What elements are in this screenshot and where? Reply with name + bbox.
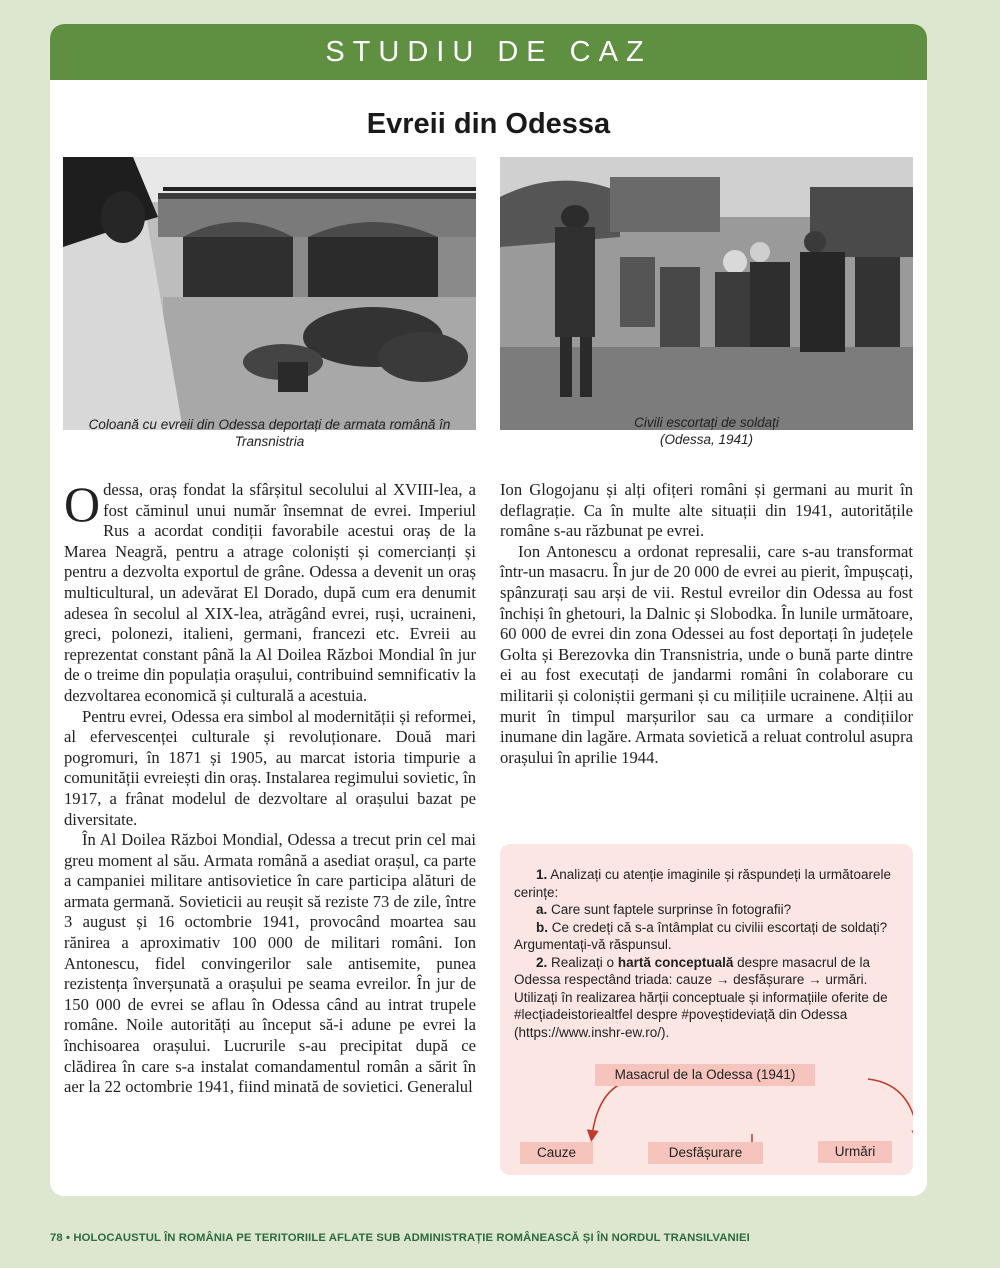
paragraph-1-text: dessa, oraș fondat la sfârșitul secolului al XVIII-lea, a fost căminul unui număr însemnat de evrei. Imperiul Rus a acordat condiții favorabile acestui oraș de la Marea Neagră, pentru a atrage coloniști și comercianți și pentru a dezvolta exportul de grâne. Odessa a devenit un oraș multicultural, un adevărat El Dorado, după cum era denumit adesea în secolul al XIX-lea, atrăgând evrei, ruși, ucraineni, greci, polonezi, italieni, germani, francezi etc. Evreii au reprezentat constant până la Al Doilea Război Mondial în jur de o treime din populația orașului, contribuind semnificativ la dezvoltarea economică și culturală a acestuia. — [64, 480, 476, 705]
text-column-right — [500, 480, 913, 768]
photo2-caption-line2: (Odessa, 1941) — [659, 432, 754, 447]
paragraph-5: Ion Antonescu a ordonat represalii, care s-au transformat într-un masacru. În jur de 20 000 de evrei au pierit, împușcați, spânzurați sau arși de vii. Restul evreilor din Odessa au fost închiși în ghetouri, la Dalnic și Slobodka. În lunile următoare, 60 000 de evrei din zona Odessei au fost deportați în județele Golta și Berezovka din Transnistria, unde o bună parte dintre ei au fost executați de jandarmi români în colaborare cu militarii și coloniștii germani și cu milițiile ucrainene. Alții au murit în timpul marșurilor sau ca urmare a condițiilor inumane din lagăre. Armata sovietică a reluat controlul asupra orașului în aprilie 1944. — [500, 541, 913, 767]
map-course-box: Desfășurare — [648, 1142, 763, 1164]
footer-text: HOLOCAUSTUL ÎN ROMÂNIA PE TERITORIILE AFLATE SUB ADMINISTRAȚIE ROMÂNEASCĂ ȘI ÎN NORDUL TRANSILVANIEI — [73, 1232, 750, 1244]
task-qa-number: a. — [536, 902, 548, 917]
photo2-caption — [500, 414, 913, 448]
photo-soldiers-civilians-image — [500, 157, 913, 430]
photo-bridge-crowd-image — [63, 157, 476, 430]
map-center-box: Masacrul de la Odessa (1941) — [595, 1064, 815, 1086]
arrow-to-effects — [868, 1079, 913, 1136]
page-footer — [50, 1232, 990, 1244]
map-effects-box: Urmări — [818, 1141, 892, 1163]
text-column-left — [64, 476, 476, 1098]
page-number: 78 — [50, 1232, 63, 1244]
task-q2-post: despre masacrul de la Odessa respectând triada: cauze → desfășurare → urmări. Utilizați în realizarea hărții conceptuale și informațiile oferite de #lecțiadeistoriealtfel despre #poveștideviață din Odessa (https://www.inshr-ew.ro/). — [514, 954, 888, 1040]
task-q1-text: Analizați cu atenție imaginile și răspundeți la următoarele cerințe: — [514, 867, 891, 900]
paragraph-1 — [64, 476, 476, 707]
task-q2-bold: hartă conceptuală — [617, 954, 734, 970]
photo2-caption-line1: Civili escortați de soldați — [634, 415, 779, 430]
task-qa-text: Care sunt faptele surprinse în fotografii? — [551, 902, 792, 917]
concept-map-arrows — [500, 844, 913, 1175]
paragraph-4: Ion Glogojanu și alți ofițeri români și germani au murit în deflagrație. Ca în multe alte situații din 1941, autoritățile române s-au răzbunat pe evrei. — [500, 480, 913, 541]
task-qb-number: b. — [536, 919, 548, 935]
paragraph-3: În Al Doilea Război Mondial, Odessa a trecut prin cel mai greu moment al său. Armata română a asediat orașul, ca parte a campaniei militare antisovietice în care participa alături de armata germană. Sovieticii au reușit să reziste 73 de zile, între 3 august și 16 octombrie 1941, provocând moartea sau rănirea a aproximativ 100 000 de militari români. Ion Antonescu, fidel convingerilor sale antisemite, punea rezistența înverșunată a orașului pe seama evreilor. În jur de 150 000 de evrei se aflau în Odessa când au intrat trupele române. Noile autorități au început să-i adune pe evrei la închisoarea orașului. Lucrurile s-au precipitat după ce clădirea în care s-a instalat comandamentul român a sărit în aer la 22 octombrie 1941, fiind minată de sovietici. Generalul — [64, 830, 476, 1097]
arrow-to-causes — [592, 1079, 648, 1136]
page-card — [50, 24, 927, 1196]
photo1-caption: Coloană cu evreii din Odessa deportați de armata română în Transnistria — [88, 417, 451, 449]
footer-bullet: • — [66, 1232, 71, 1244]
photo-civilians-escorted — [500, 157, 913, 430]
section-label: STUDIU DE CAZ — [325, 36, 652, 68]
task-q1-number: 1. — [536, 867, 548, 882]
task-q2-pre: Realizați o — [551, 954, 615, 970]
header-band — [50, 24, 927, 80]
photo-deportation-column — [63, 157, 476, 430]
dropcap: O — [64, 476, 101, 532]
task-qb-text: Ce credeți că s-a întâmplat cu civilii escortați de soldați? Argumentați-vă răspunsul. — [514, 919, 888, 952]
paragraph-2: Pentru evrei, Odessa era simbol al modernității și reformei, al efervescenței culturale și revoluționare. Două mari pogromuri, în 1871 și 1905, au marcat istoria timpurie a comunității evreiești din oraș. Instalarea regimului sovietic, în 1917, a frânat modelul de dezvoltare al orașului bazat pe diversitate. — [64, 706, 476, 829]
map-causes-box: Cauze — [520, 1142, 593, 1164]
task-q2-number: 2. — [536, 954, 548, 970]
page-title: Evreii din Odessa — [366, 108, 611, 140]
